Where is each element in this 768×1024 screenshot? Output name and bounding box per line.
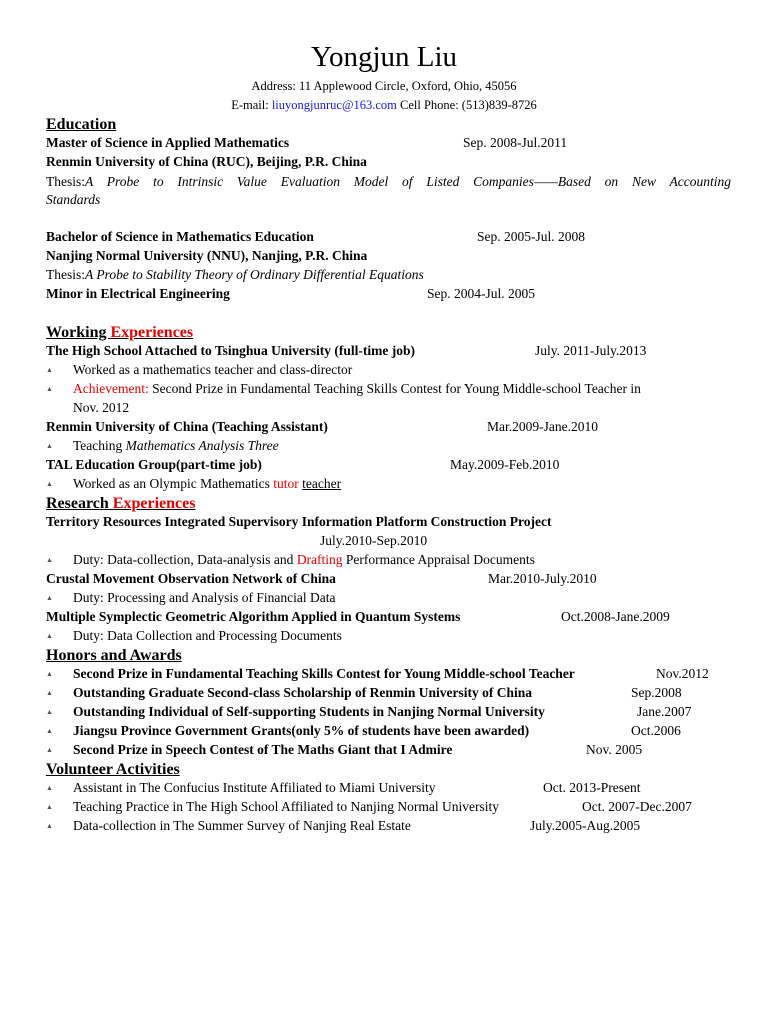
bullet-icon: ▲	[46, 385, 53, 393]
working-heading-word: Working	[46, 324, 111, 341]
honors-heading: Honors and Awards	[46, 647, 182, 664]
minor: Minor in Electrical Engineering	[46, 286, 230, 301]
bullet-icon: ▲	[46, 689, 53, 697]
email-label: E-mail:	[231, 98, 272, 112]
research-heading-experiences: Experiences	[112, 495, 196, 512]
job2-duty-prefix: Teaching	[73, 438, 126, 453]
honor-date: Oct.2006	[631, 723, 681, 738]
honor-item: Jiangsu Province Government Grants(only 5% of students have been awarded)	[73, 723, 530, 738]
honor-date: Nov. 2005	[586, 742, 643, 757]
bullet-icon: ▲	[46, 784, 53, 792]
bullet-icon: ▲	[46, 632, 53, 640]
research1-duty-prefix: Duty: Data-collection, Data-analysis and	[73, 552, 297, 567]
bullet-icon: ▲	[46, 556, 53, 564]
bachelor-thesis-title: A Probe to Stability Theory of Ordinary Differential Equations	[85, 267, 424, 282]
job3-tutor: tutor	[273, 476, 299, 491]
working-heading	[46, 323, 193, 342]
achievement-label: Achievement:	[73, 381, 149, 396]
bachelor-thesis-label: Thesis:	[46, 267, 85, 282]
masters-thesis	[46, 172, 731, 191]
bullet-icon: ▲	[46, 442, 53, 450]
masters-thesis-title: A Probe to Intrinsic Value Evaluation Model of Listed Companies——Based on New Accounting	[85, 174, 731, 189]
job3-dates: May.2009-Feb.2010	[450, 457, 560, 472]
masters-thesis-cont: Standards	[46, 192, 101, 207]
job3-teacher: teacher	[302, 476, 342, 491]
education-heading: Education	[46, 116, 117, 133]
masters-school: Renmin University of China (RUC), Beijing, P.R. China	[46, 154, 367, 169]
bullet-icon: ▲	[46, 727, 53, 735]
volunteer-date: July.2005-Aug.2005	[530, 818, 641, 833]
address-line: Address: 11 Applewood Circle, Oxford, Ohio, 45056	[251, 79, 517, 93]
bachelor-school: Nanjing Normal University (NNU), Nanjing, P.R. China	[46, 248, 368, 263]
volunteer-item: Teaching Practice in The High School Affiliated to Nanjing Normal University	[73, 799, 499, 814]
bullet-icon: ▲	[46, 594, 53, 602]
volunteer-item: Assistant in The Confucius Institute Affiliated to Miami University	[73, 780, 436, 795]
bachelor-dates: Sep. 2005-Jul. 2008	[477, 229, 585, 244]
volunteer-heading: Volunteer Activities	[46, 761, 180, 778]
honor-date: Nov.2012	[656, 666, 709, 681]
job2-title: Renmin University of China (Teaching Assistant)	[46, 419, 328, 434]
honor-item: Second Prize in Speech Contest of The Maths Giant that I Admire	[73, 742, 453, 757]
job3-duty	[73, 475, 341, 493]
job1-title: The High School Attached to Tsinghua University (full-time job)	[46, 343, 416, 358]
job2-course: Mathematics Analysis Three	[125, 438, 279, 453]
email-link[interactable]: liuyongjunruc@163.com	[271, 98, 397, 112]
bullet-icon: ▲	[46, 366, 53, 374]
honor-date: Jane.2007	[637, 704, 692, 719]
job1-dates: July. 2011-July.2013	[535, 343, 647, 358]
volunteer-date: Oct. 2013-Present	[543, 780, 641, 795]
bullet-icon: ▲	[46, 746, 53, 754]
volunteer-item: Data-collection in The Summer Survey of Nanjing Real Estate	[73, 818, 411, 833]
bullet-icon: ▲	[46, 803, 53, 811]
research3-duty: Duty: Data Collection and Processing Documents	[73, 628, 342, 643]
job2-dates: Mar.2009-Jane.2010	[487, 419, 598, 434]
research3-dates: Oct.2008-Jane.2009	[561, 609, 670, 624]
minor-dates: Sep. 2004-Jul. 2005	[427, 286, 535, 301]
job1-achievement-cont: Nov. 2012	[73, 400, 130, 415]
research2-duty: Duty: Processing and Analysis of Financial Data	[73, 590, 336, 605]
achievement-text: Second Prize in Fundamental Teaching Skills Contest for Young Middle-school Teacher in	[148, 381, 641, 396]
honor-date: Sep.2008	[631, 685, 682, 700]
contact-line	[0, 97, 768, 113]
research3-title: Multiple Symplectic Geometric Algorithm Applied in Quantum Systems	[46, 609, 461, 624]
working-heading-experiences: Experiences	[110, 324, 194, 341]
research-heading	[46, 494, 195, 513]
honor-item: Outstanding Individual of Self-supporting Students in Nanjing Normal University	[73, 704, 545, 719]
research1-duty-suffix: Performance Appraisal Documents	[342, 552, 535, 567]
job2-duty	[73, 437, 279, 455]
masters-thesis-label: Thesis:	[46, 174, 85, 189]
research1-duty	[73, 551, 535, 569]
job1-duty: Worked as a mathematics teacher and class-director	[73, 362, 353, 377]
honor-item: Second Prize in Fundamental Teaching Skills Contest for Young Middle-school Teacher	[73, 666, 575, 681]
masters-degree: Master of Science in Applied Mathematics	[46, 135, 290, 150]
bachelor-thesis	[46, 266, 424, 284]
honor-item: Outstanding Graduate Second-class Scholarship of Renmin University of China	[73, 685, 533, 700]
research2-title: Crustal Movement Observation Network of China	[46, 571, 336, 586]
bullet-icon: ▲	[46, 822, 53, 830]
job3-duty-prefix: Worked as an Olympic Mathematics	[73, 476, 274, 491]
bullet-icon: ▲	[46, 480, 53, 488]
job3-title: TAL Education Group(part-time job)	[46, 457, 262, 472]
volunteer-date: Oct. 2007-Dec.2007	[582, 799, 692, 814]
research1-title: Territory Resources Integrated Supervisory Information Platform Construction Project	[46, 514, 552, 529]
cell-phone: Cell Phone: (513)839-8726	[396, 98, 537, 112]
research1-dates: July.2010-Sep.2010	[320, 533, 428, 548]
bachelor-degree: Bachelor of Science in Mathematics Education	[46, 229, 314, 244]
bullet-icon: ▲	[46, 670, 53, 678]
masters-dates: Sep. 2008-Jul.2011	[463, 135, 568, 150]
job1-achievement	[73, 380, 641, 398]
research-heading-word: Research	[46, 495, 113, 512]
bullet-icon: ▲	[46, 708, 53, 716]
applicant-name: Yongjun Liu	[310, 41, 458, 73]
research1-drafting: Drafting	[296, 552, 343, 567]
research2-dates: Mar.2010-July.2010	[488, 571, 597, 586]
